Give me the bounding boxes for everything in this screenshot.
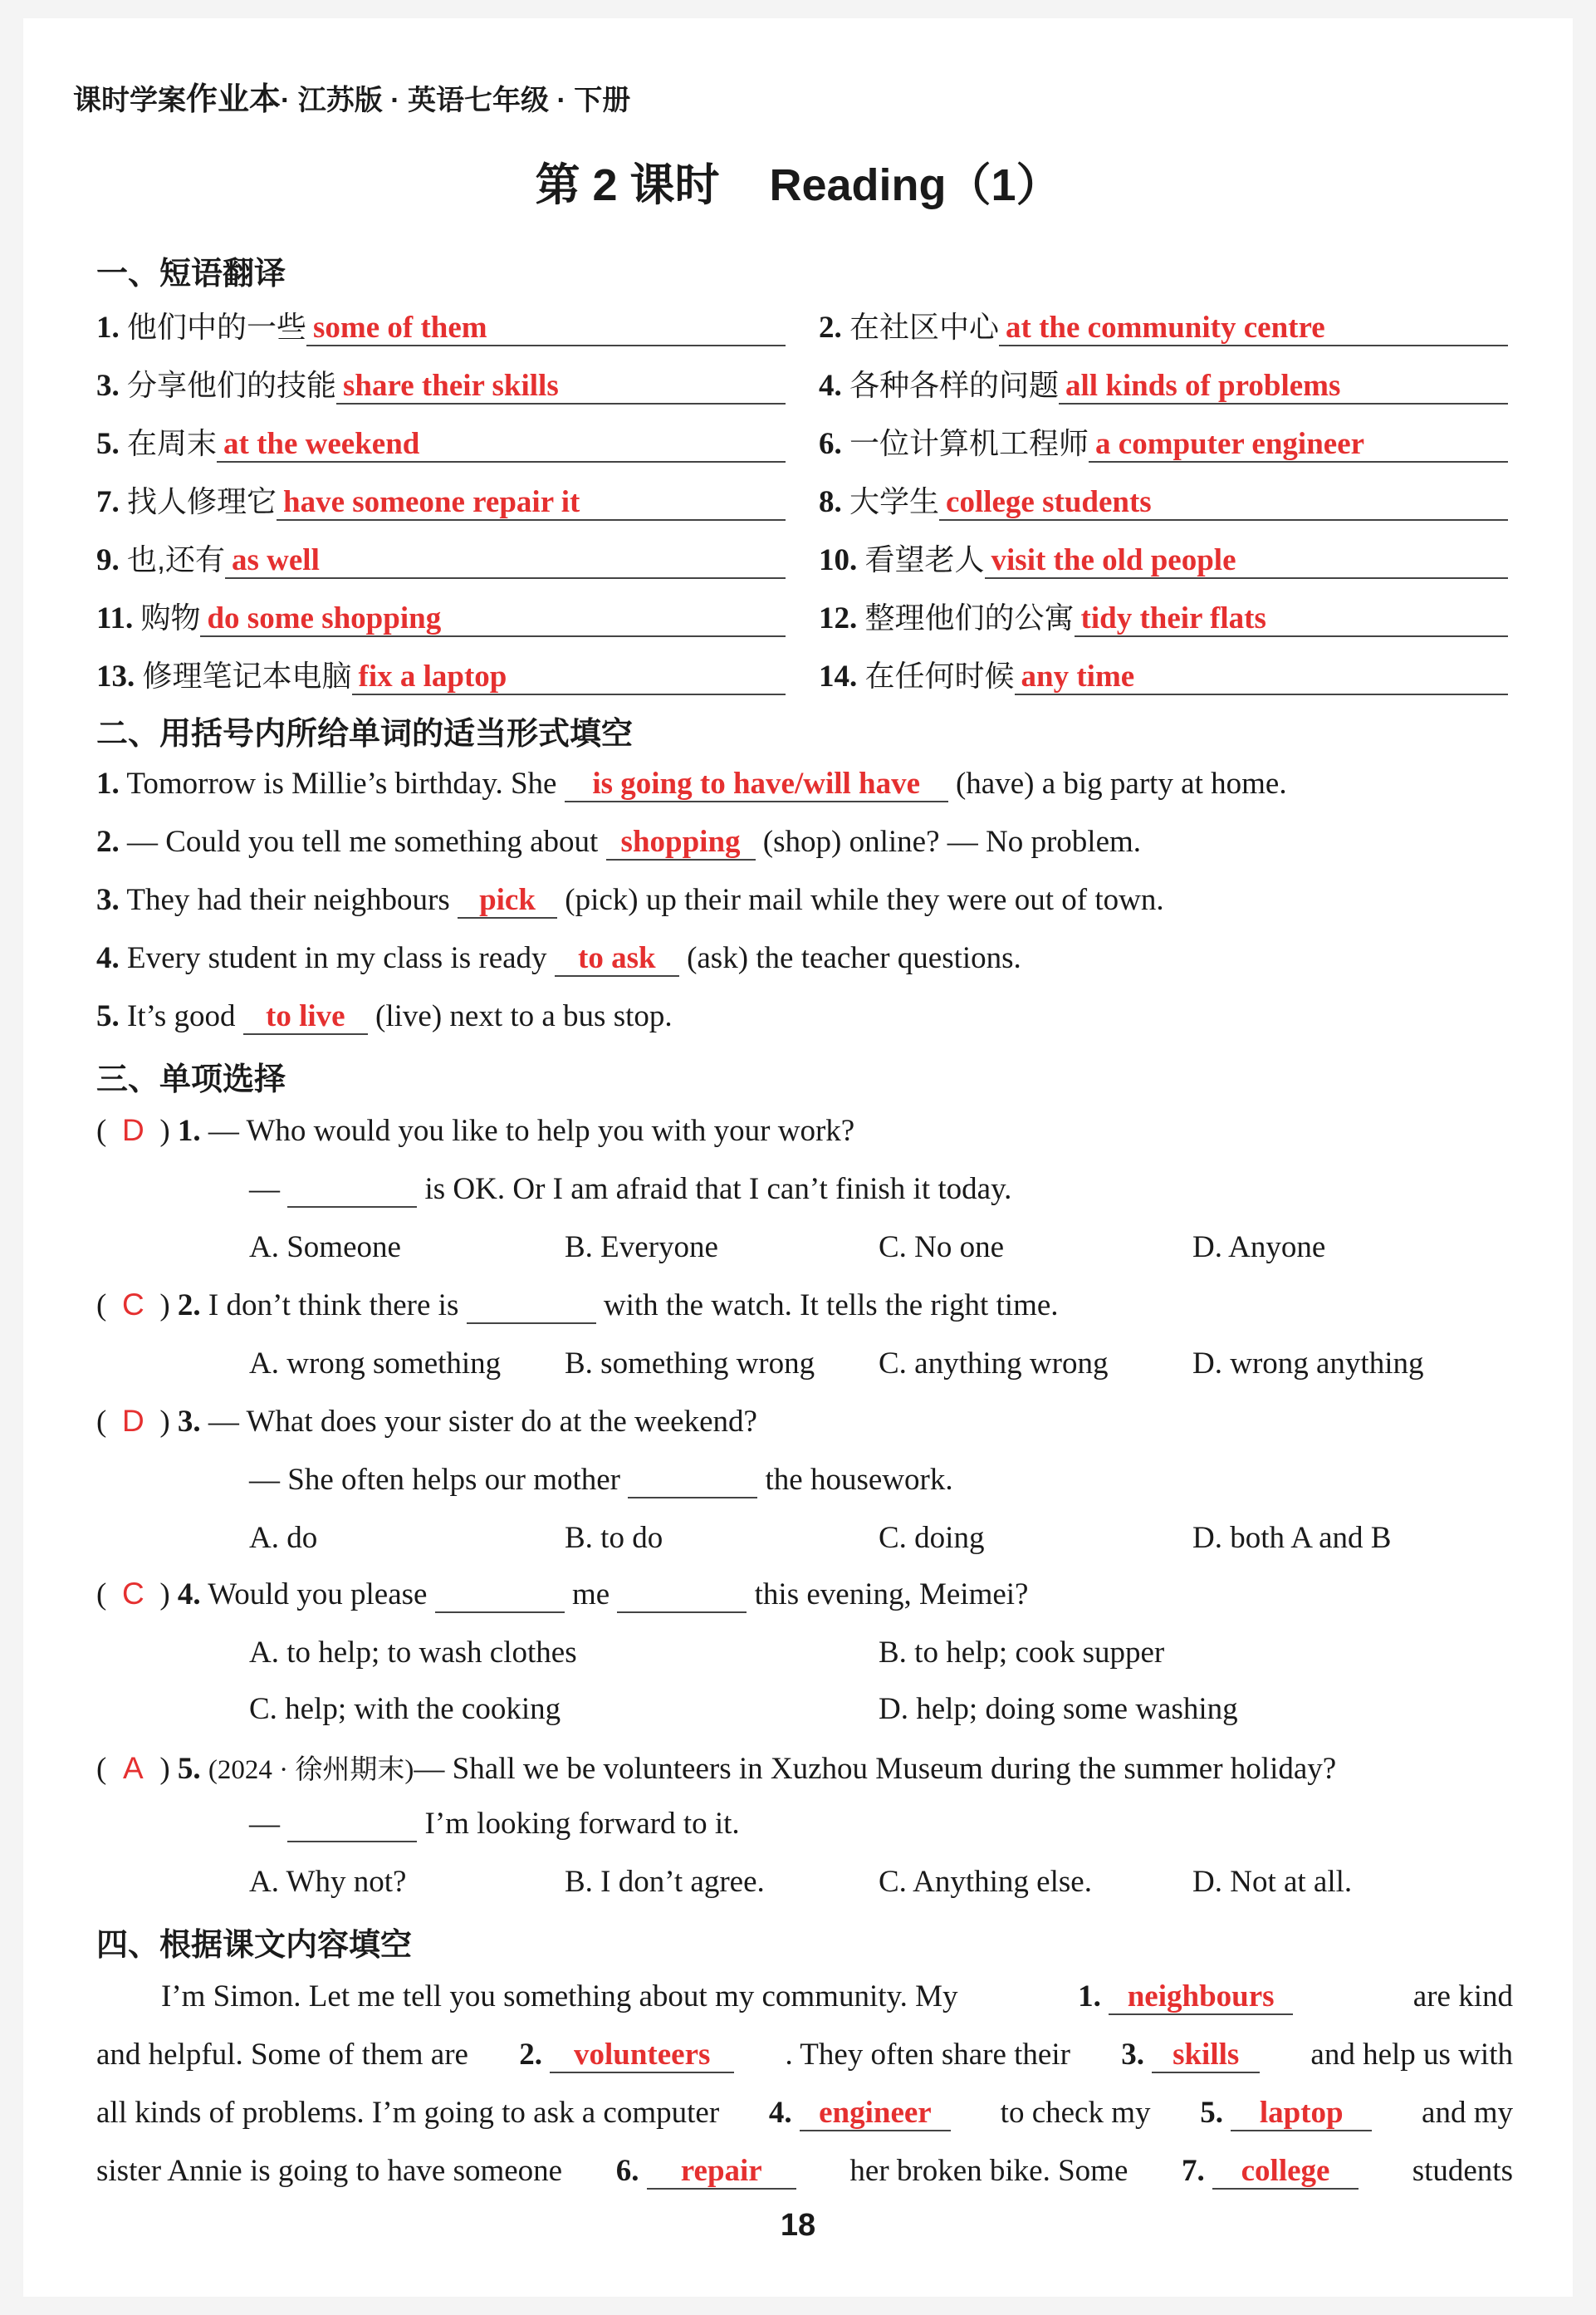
item-number: 13.: [96, 660, 135, 694]
translation-item: [819, 478, 1508, 522]
section1-heading: 一、短语翻译: [96, 257, 286, 292]
item-number: 10.: [819, 543, 858, 577]
item-number: 6.: [819, 427, 842, 461]
option-d[interactable]: D. wrong anything: [1192, 1346, 1424, 1381]
translation-item: [96, 537, 786, 580]
translation-answer[interactable]: college students: [939, 487, 1508, 521]
fill-answer[interactable]: to ask: [555, 943, 679, 977]
item-number: 3.: [96, 369, 120, 403]
passage-line-1: I’m Simon. Let me tell you something about my community. My 1. neighbours are kind: [161, 1979, 1513, 2013]
mc-question-1: ( D ) 1. — Who would you like to help you with your work?: [96, 1113, 855, 1148]
fill-answer[interactable]: pick: [458, 885, 557, 919]
chinese-prompt: 购物: [140, 601, 201, 635]
option-c[interactable]: C. anything wrong: [879, 1346, 1109, 1381]
item-number: 1.: [96, 311, 120, 345]
mc-answer[interactable]: C: [121, 1577, 144, 1611]
item-number: 4.: [819, 369, 842, 403]
mc-q5-line2: — I’m looking forward to it.: [249, 1807, 740, 1841]
mc-answer[interactable]: D: [121, 1113, 144, 1147]
passage-answer-6[interactable]: repair: [647, 2156, 796, 2190]
passage-answer-5[interactable]: laptop: [1231, 2097, 1372, 2131]
chinese-prompt: 在任何时候: [864, 659, 1015, 693]
blank: [628, 1464, 757, 1498]
question-source: (2024 · 徐州期末): [208, 1755, 414, 1785]
item-number: 11.: [96, 601, 134, 635]
passage-answer-2[interactable]: volunteers: [550, 2039, 734, 2073]
option-a[interactable]: A. Someone: [249, 1230, 401, 1264]
option-c[interactable]: C. help; with the cooking: [249, 1692, 561, 1726]
chinese-prompt: 找人修理它: [127, 484, 277, 518]
translation-answer[interactable]: a computer engineer: [1089, 429, 1508, 463]
section3-heading: 三、单项选择: [96, 1062, 286, 1097]
translation-item: [96, 478, 786, 522]
option-c[interactable]: C. Anything else.: [879, 1865, 1092, 1899]
passage-answer-1[interactable]: neighbours: [1109, 1981, 1293, 2015]
book-header: [73, 73, 630, 119]
passage-line-4: sister Annie is going to have someone 6. repair her broken bike. Some 7. college students: [96, 2154, 1513, 2188]
mc-question-5: ( A ) 5. (2024 · 徐州期末)— Shall we be volunteers in Xuzhou Museum during the summer holiday?: [96, 1751, 1337, 1786]
passage-answer-7[interactable]: college: [1212, 2156, 1359, 2190]
blank: [617, 1579, 747, 1613]
fill-item-3: 3. They had their neighbours pick (pick) up their mail while they were out of town.: [96, 883, 1164, 917]
fill-item-1: 1. Tomorrow is Millie’s birthday. She is going to have/will have (have) a big party at home.: [96, 767, 1287, 801]
page-number: 18: [780, 2208, 816, 2243]
item-number: 9.: [96, 543, 120, 577]
option-c[interactable]: C. No one: [879, 1230, 1005, 1264]
blank: [467, 1290, 596, 1324]
fill-answer[interactable]: to live: [243, 1001, 368, 1035]
translation-answer[interactable]: at the weekend: [217, 429, 786, 463]
passage-answer-4[interactable]: engineer: [800, 2097, 951, 2131]
mc-question-3: ( D ) 3. — What does your sister do at the weekend?: [96, 1404, 757, 1439]
translation-item: [96, 653, 786, 696]
item-number: 12.: [819, 601, 858, 635]
option-b[interactable]: B. something wrong: [565, 1346, 815, 1381]
section4-heading: 四、根据课文内容填空: [96, 1928, 413, 1963]
translation-answer[interactable]: as well: [225, 545, 786, 579]
option-b[interactable]: B. Everyone: [565, 1230, 718, 1264]
mc-answer[interactable]: A: [122, 1751, 144, 1785]
translation-item: [819, 362, 1508, 405]
passage-line-2: and helpful. Some of them are 2. volunteers . They often share their 3. skills and help us with: [96, 2038, 1513, 2072]
fill-item-4: 4. Every student in my class is ready to ask (ask) the teacher questions.: [96, 941, 1021, 975]
translation-item: [819, 304, 1508, 347]
blank: [287, 1174, 417, 1208]
blank: [287, 1808, 417, 1842]
translation-item: [96, 595, 786, 638]
option-d[interactable]: D. help; doing some washing: [879, 1692, 1238, 1726]
fill-item-2: 2. — Could you tell me something about shopping (shop) online? — No problem.: [96, 825, 1142, 859]
blank: [435, 1579, 565, 1613]
chinese-prompt: 也,还有: [127, 542, 226, 576]
chinese-prompt: 看望老人: [864, 542, 985, 576]
translation-item: [819, 537, 1508, 580]
title-lesson: 第 2 课时: [535, 160, 720, 210]
page-title: [0, 150, 1596, 213]
header-series: 课时学案: [73, 85, 186, 116]
mc-answer[interactable]: C: [121, 1287, 144, 1322]
option-c[interactable]: C. doing: [879, 1521, 985, 1555]
option-b[interactable]: B. to do: [565, 1521, 663, 1555]
item-number: 5.: [96, 427, 120, 461]
translation-item: [819, 420, 1508, 463]
chinese-prompt: 整理他们的公寓: [864, 601, 1075, 635]
section2-heading: 二、用括号内所给单词的适当形式填空: [96, 717, 634, 752]
header-book: 作业本: [186, 82, 282, 117]
item-number: 8.: [819, 485, 842, 519]
translation-answer[interactable]: tidy their flats: [1075, 603, 1508, 637]
chinese-prompt: 在周末: [127, 426, 218, 460]
translation-item: [96, 304, 786, 347]
translation-item: [819, 595, 1508, 638]
mc-q1-line2: — is OK. Or I am afraid that I can’t finish it today.: [249, 1172, 1012, 1206]
chinese-prompt: 各种各样的问题: [849, 368, 1060, 402]
chinese-prompt: 他们中的一些: [127, 310, 307, 344]
translation-answer[interactable]: share their skills: [336, 370, 786, 405]
chinese-prompt: 在社区中心: [849, 310, 1000, 344]
fill-item-5: 5. It’s good to live (live) next to a bus stop.: [96, 999, 673, 1033]
translation-item: [96, 420, 786, 463]
option-a[interactable]: A. wrong something: [249, 1346, 502, 1381]
option-d[interactable]: D. both A and B: [1192, 1521, 1392, 1555]
translation-answer[interactable]: at the community centre: [999, 312, 1508, 346]
option-a[interactable]: A. do: [249, 1521, 318, 1555]
title-topic: Reading（1）: [769, 160, 1061, 210]
translation-answer[interactable]: visit the old people: [985, 545, 1508, 579]
chinese-prompt: 修理笔记本电脑: [142, 659, 352, 693]
translation-answer[interactable]: do some shopping: [200, 603, 786, 637]
fill-answer[interactable]: is going to have/will have: [565, 768, 948, 802]
option-a[interactable]: A. Why not?: [249, 1865, 407, 1899]
chinese-prompt: 分享他们的技能: [127, 368, 337, 402]
item-number: 2.: [819, 311, 842, 345]
option-d[interactable]: D. Anyone: [1192, 1230, 1326, 1264]
mc-q3-line2: — She often helps our mother the housework.: [249, 1463, 953, 1497]
mc-question-2: ( C ) 2. I don’t think there is with the watch. It tells the right time.: [96, 1287, 1059, 1322]
translation-answer[interactable]: any time: [1015, 661, 1508, 695]
mc-answer[interactable]: D: [121, 1404, 144, 1438]
fill-answer[interactable]: shopping: [606, 826, 756, 861]
translation-answer[interactable]: have someone repair it: [277, 487, 786, 521]
translation-item: [96, 362, 786, 405]
chinese-prompt: 一位计算机工程师: [849, 426, 1089, 460]
option-a[interactable]: A. to help; to wash clothes: [249, 1636, 577, 1670]
translation-answer[interactable]: some of them: [306, 312, 786, 346]
option-b[interactable]: B. to help; cook supper: [879, 1636, 1165, 1670]
option-b[interactable]: B. I don’t agree.: [565, 1865, 765, 1899]
item-number: 7.: [96, 485, 120, 519]
item-number: 14.: [819, 660, 858, 694]
mc-question-4: ( C ) 4. Would you please me this evening, Meimei?: [96, 1577, 1029, 1611]
translation-answer[interactable]: fix a laptop: [352, 661, 786, 695]
translation-item: [819, 653, 1508, 696]
chinese-prompt: 大学生: [849, 484, 940, 518]
passage-line-3: all kinds of problems. I’m going to ask a computer 4. engineer to check my 5. laptop and my: [96, 2096, 1513, 2130]
passage-answer-3[interactable]: skills: [1152, 2039, 1260, 2073]
option-d[interactable]: D. Not at all.: [1192, 1865, 1353, 1899]
header-info: · 江苏版 · 英语七年级 · 下册: [281, 85, 631, 116]
translation-answer[interactable]: all kinds of problems: [1059, 370, 1508, 405]
